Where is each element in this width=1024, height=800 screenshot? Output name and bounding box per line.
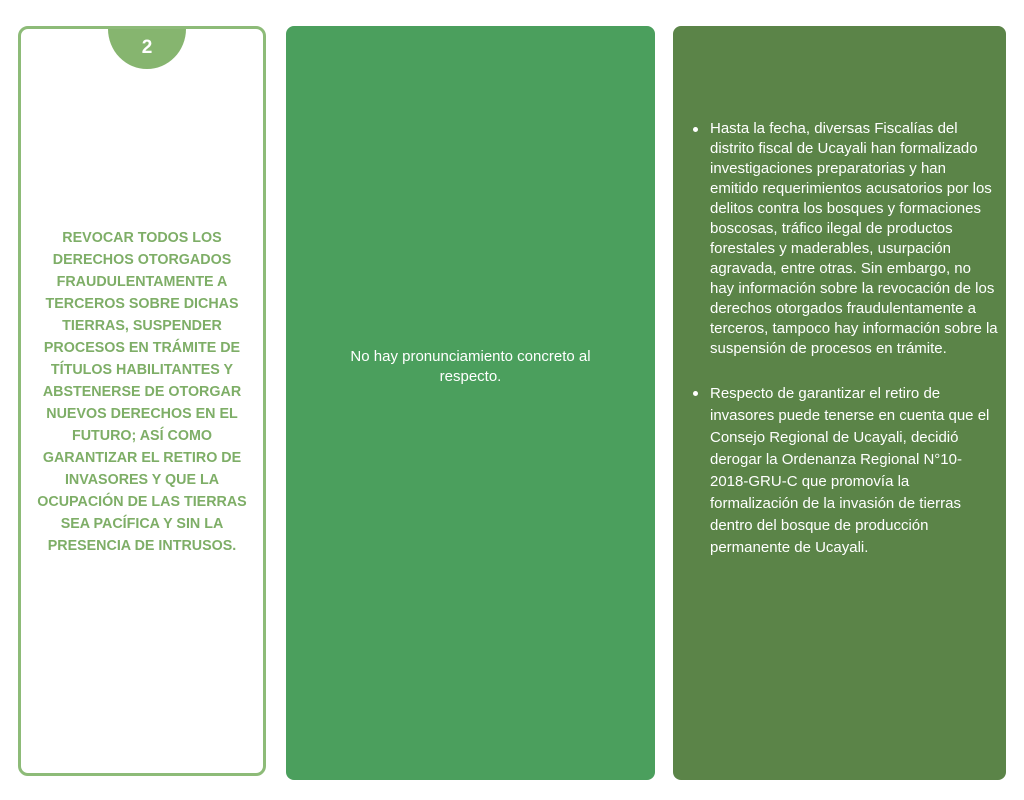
status-card [673,26,1006,780]
status-bullet-text: Hasta la fecha, diversas Fiscalías del distrito fiscal de Ucayali han formalizado investigaciones preparatorias y han emitido requerimientos acusatorios por los delitos contra los bosques y formaciones boscosas, tráfico ilegal de productos forestales y maderables, usurpación agravada, entre otras. Sin embargo, no hay información sobre la revocación de los derechos otorgados fraudulentamente a terceros, tampoco hay información sobre la suspensión de procesos en trámite. [710,120,998,357]
pronouncement-text: No hay pronunciamiento concreto al respecto. [350,348,591,385]
status-bullet-text: Respecto de garantizar el retiro de invasores puede tenerse en cuenta que el Consejo Regional de Ucayali, decidió derogar la Ordenanza Regional N°10-2018-GRU-C que promovía la formalización de la invasión de tierras dentro del bosque de producción permanente de Ucayali. [710,385,990,556]
status-bullet [690,119,998,359]
bullet-dot-icon [693,391,698,396]
pronouncement-card [286,26,655,780]
commitment-text: REVOCAR TODOS LOS DERECHOS OTORGADOS FRAUDULENTAMENTE A TERCEROS SOBRE DICHAS TIERRAS, SUSPENDER PROCESOS EN TRÁMITE DE TÍTULOS HABILITANTES Y ABSTENERSE DE OTORGAR NUEVOS DERECHOS EN EL FUTURO; ASÍ COMO GARANTIZAR EL RETIRO DE INVASORES Y QUE LA OCUPACIÓN DE LAS TIERRAS SEA PACÍFICA Y SIN LA PRESENCIA DE INTRUSOS. [37,230,247,554]
bullet-dot-icon [693,127,698,132]
number-badge-label: 2 [141,37,153,58]
commitment-card [18,26,266,776]
status-bullet [690,383,998,559]
status-bullet-list [690,119,998,559]
number-badge [108,26,186,69]
